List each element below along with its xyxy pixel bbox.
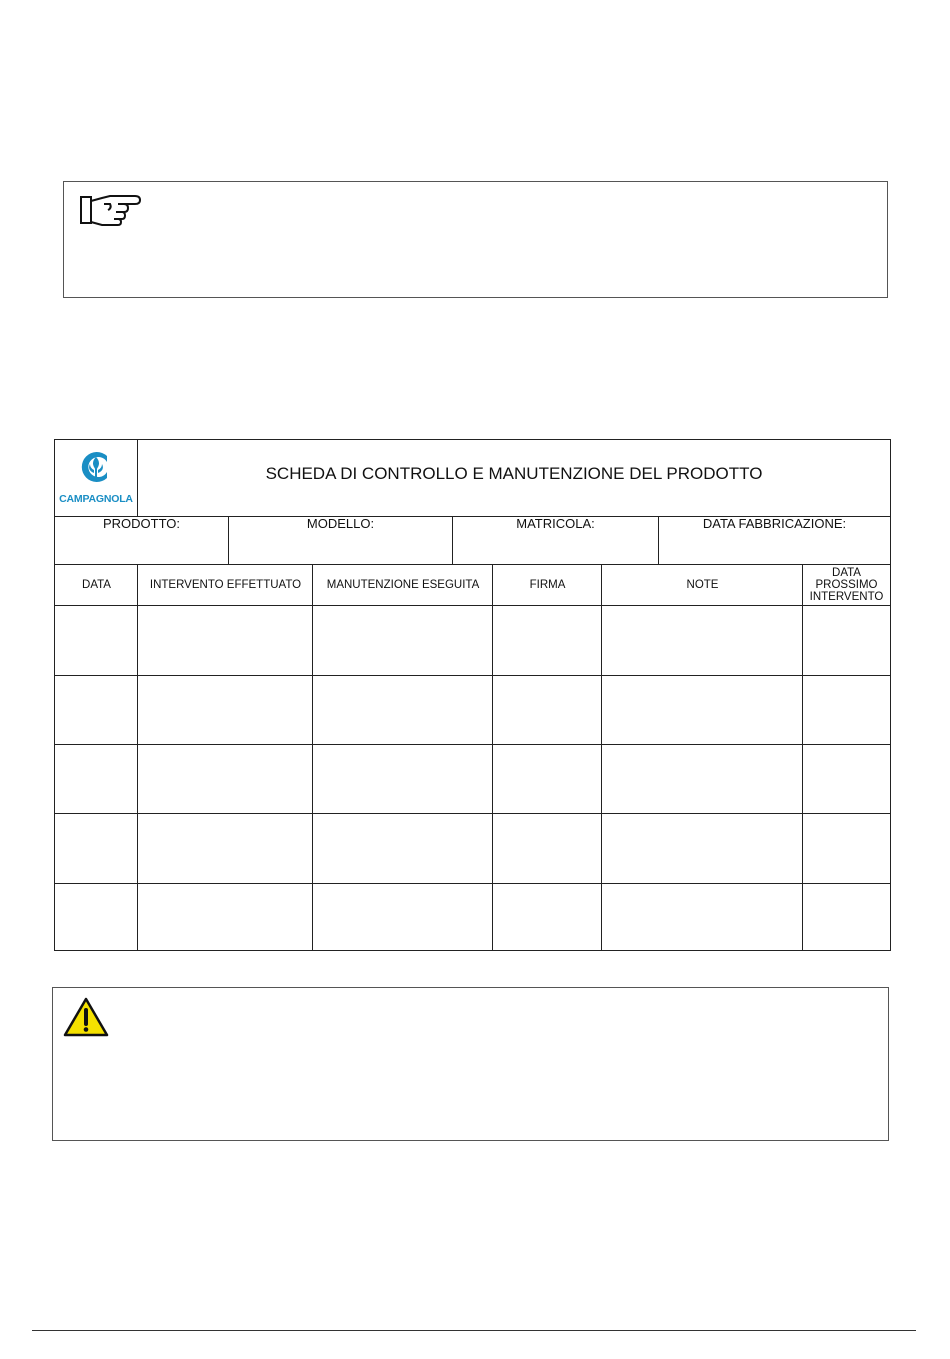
field-matricola[interactable] [453, 516, 659, 564]
warning-box [52, 987, 889, 1141]
field-label: DATA FABBRICAZIONE: [702, 516, 847, 531]
info-row [55, 516, 890, 565]
field-modello[interactable] [229, 516, 453, 564]
field-label: MATRICOLA: [516, 516, 595, 531]
pointing-hand-icon [80, 192, 144, 228]
table-row[interactable] [55, 883, 890, 884]
col-data-prossimo: DATA PROSSIMO INTERVENTO [809, 567, 884, 603]
column-divider [492, 565, 493, 951]
warning-triangle-icon [63, 996, 109, 1038]
col-manutenzione: MANUTENZIONE ESEGUITA [326, 579, 480, 591]
col-note: NOTE [686, 579, 719, 591]
field-data-fabbricazione[interactable] [659, 516, 890, 564]
column-divider [312, 565, 313, 951]
field-label: MODELLO: [306, 516, 375, 531]
column-divider [802, 565, 803, 951]
table-row[interactable] [55, 675, 890, 676]
sheet-header [55, 440, 890, 517]
column-headers [55, 565, 890, 606]
table-row[interactable] [55, 813, 890, 814]
col-intervento: INTERVENTO EFFETTUATO [149, 579, 302, 591]
logo [55, 440, 138, 516]
col-firma: FIRMA [529, 579, 566, 591]
logo-text: CAMPAGNOLA [59, 493, 133, 505]
footer-rule [32, 1330, 916, 1331]
column-divider [601, 565, 602, 951]
sheet-title: SCHEDA DI CONTROLLO E MANUTENZIONE DEL PRODOTTO [265, 464, 763, 483]
campagnola-logo-icon [77, 448, 115, 486]
field-prodotto[interactable] [55, 516, 229, 564]
table-row[interactable] [55, 744, 890, 745]
column-divider [137, 565, 138, 951]
note-box [63, 181, 888, 298]
field-label: PRODOTTO: [102, 516, 181, 531]
col-data: DATA [82, 579, 111, 591]
maintenance-sheet [54, 439, 891, 951]
